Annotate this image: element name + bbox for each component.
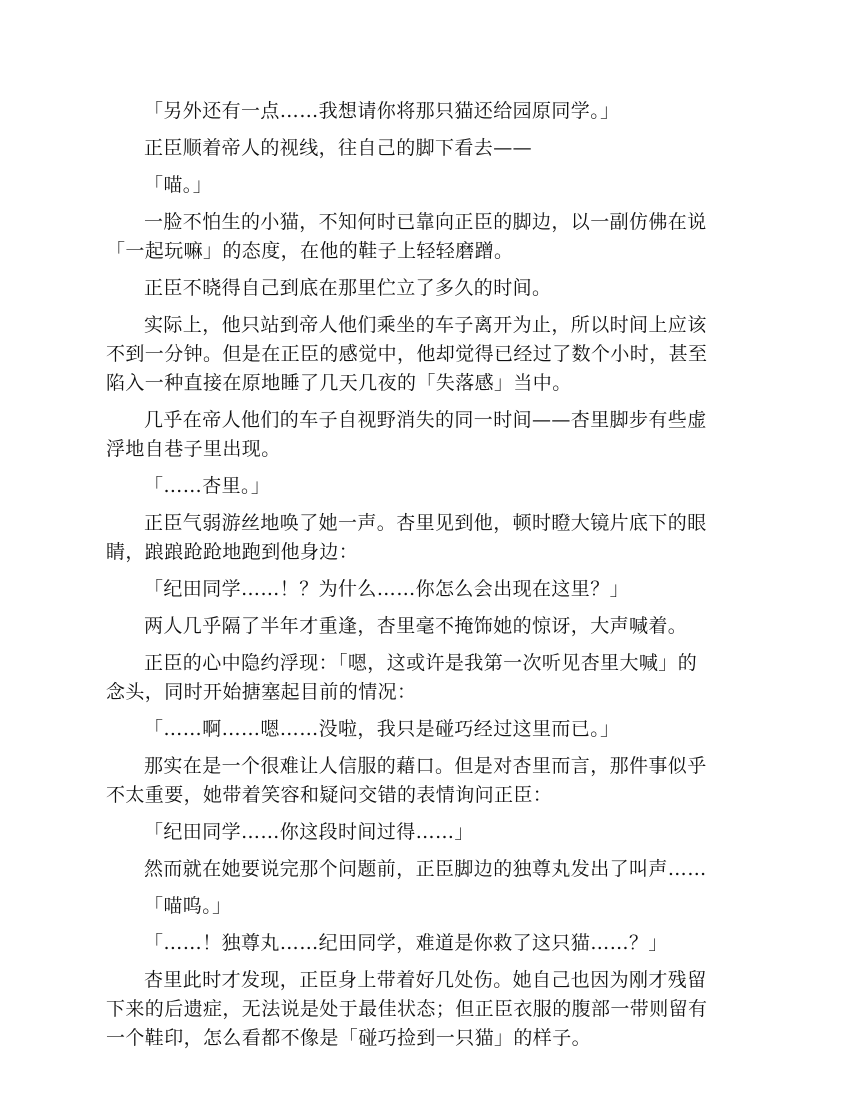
paragraph (106, 929, 746, 958)
paragraph (106, 855, 746, 884)
text-line: 念头，同时开始搪塞起目前的情况： (106, 681, 417, 703)
text-line: 实际上，他只站到帝人他们乘坐的车子离开为止，所以时间上应该 (144, 314, 707, 336)
paragraph (106, 274, 746, 303)
paragraph (106, 97, 746, 126)
paragraph (106, 208, 746, 266)
text-line: 正臣的心中隐约浮现：「嗯，这或许是我第一次听见杏里大喊」的 (144, 652, 698, 674)
paragraph (106, 752, 746, 810)
text-line: 「纪田同学……你这段时间过得……」 (144, 821, 474, 843)
text-line: 陷入一种直接在原地睡了几天几夜的「失落感」当中。 (106, 372, 572, 394)
document-page (106, 97, 746, 1061)
text-line: 「……！独尊丸……纪田同学，难道是你救了这只猫……？」 (144, 932, 668, 954)
text-line: 正臣顺着帝人的视线，往自己的脚下看去—— (144, 137, 533, 159)
text-line: 「另外还有一点……我想请你将那只猫还给园原同学。」 (144, 100, 620, 122)
text-line: 「……啊……嗯……没啦，我只是碰巧经过这里而已。」 (144, 718, 620, 740)
paragraph (106, 612, 746, 641)
text-line: 几乎在帝人他们的车子自视野消失的同一时间——杏里脚步有些虚 (144, 409, 707, 431)
text-line: 「一起玩嘛」的态度，在他的鞋子上轻轻磨蹭。 (106, 240, 514, 262)
paragraph (106, 715, 746, 744)
text-line: 不太重要，她带着笑容和疑问交错的表情询问正臣： (106, 784, 553, 806)
paragraph (106, 472, 746, 501)
paragraph (106, 892, 746, 921)
text-line: 「喵。」 (144, 174, 213, 196)
paragraph (106, 818, 746, 847)
paragraph (106, 311, 746, 398)
paragraph (106, 171, 746, 200)
text-line: 正臣不晓得自己到底在那里伫立了多久的时间。 (144, 277, 552, 299)
text-line: 「喵呜。」 (144, 895, 232, 917)
text-line: 睛，踉踉跄跄地跑到他身边： (106, 541, 359, 563)
paragraph (106, 509, 746, 567)
text-line: 那实在是一个很难让人信服的藉口。但是对杏里而言，那件事似乎 (144, 755, 707, 777)
text-line: 下来的后遗症，无法说是处于最佳状态；但正臣衣服的腹部一带则留有 (106, 998, 708, 1020)
text-line: 两人几乎隔了半年才重逢，杏里毫不掩饰她的惊讶，大声喊着。 (144, 615, 688, 637)
paragraph (106, 575, 746, 604)
paragraph (106, 134, 746, 163)
text-line: 「……杏里。」 (144, 475, 271, 497)
text-line: 一脸不怕生的小猫，不知何时已靠向正臣的脚边，以一副仿佛在说 (144, 211, 707, 233)
text-line: 一个鞋印，怎么看都不像是「碰巧捡到一只猫」的样子。 (106, 1027, 592, 1049)
text-line: 杏里此时才发现，正臣身上带着好几处伤。她自己也因为刚才残留 (144, 969, 707, 991)
text-line: 不到一分钟。但是在正臣的感觉中，他却觉得已经过了数个小时，甚至 (106, 343, 708, 365)
text-line: 然而就在她要说完那个问题前，正臣脚边的独尊丸发出了叫声…… (144, 858, 707, 880)
paragraph (106, 649, 746, 707)
paragraph (106, 966, 746, 1053)
text-line: 浮地自巷子里出现。 (106, 438, 281, 460)
text-line: 「纪田同学……！？为什么……你怎么会出现在这里？」 (144, 578, 630, 600)
text-line: 正臣气弱游丝地唤了她一声。杏里见到他，顿时瞪大镜片底下的眼 (144, 512, 707, 534)
paragraph (106, 406, 746, 464)
